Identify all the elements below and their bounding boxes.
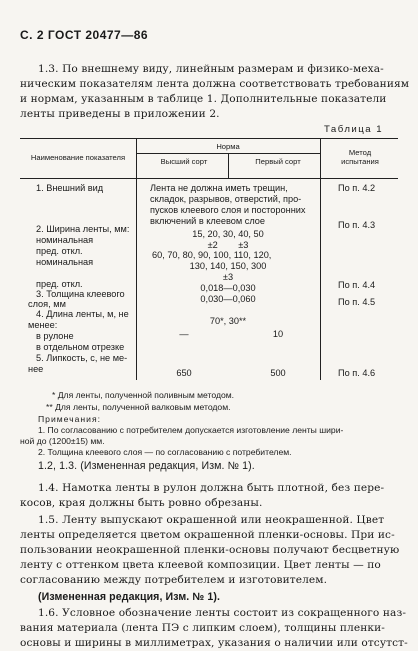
change-note: (Измененная редакция, Изм. № 1).	[38, 591, 221, 603]
row1-text: складок, разрывов, отверстий, про-	[150, 194, 302, 204]
row1-text: Лента не должна иметь трещин,	[150, 183, 288, 193]
table-caption: Таблица 1	[324, 124, 384, 135]
table-rule	[228, 153, 229, 178]
text-line: основы и ширины в миллиметрах, указания о наличии или отсутст-	[20, 637, 408, 649]
footnote: ** Для ленты, полученной валковым методом.	[46, 402, 231, 412]
col-header-top-grade: Высший сорт	[160, 157, 208, 166]
note: 1. По согласованию с потребителем допускается изготовление ленты шири-	[38, 425, 344, 435]
col-header-indicator: Наименование показателя	[30, 153, 126, 162]
row2-name: 2. Ширина ленты, мм:	[36, 224, 130, 234]
row5-name: нее	[28, 364, 44, 374]
text-line: и нормам, указанным в таблице 1. Дополнительные показатели	[20, 93, 387, 105]
row3-name: 3. Толщина клеевого	[36, 289, 125, 299]
text-line: 1.6. Условное обозначение ленты состоит из сокращенного наз-	[38, 607, 407, 619]
text-line: ленты определяется цветом окрашенной пленки-основы. При ис-	[20, 529, 395, 541]
text-line: 1.5. Ленту выпускают окрашенной или неокрашенной. Цвет	[38, 514, 385, 526]
page-header: С. 2 ГОСТ 20477—86	[20, 28, 149, 42]
row1-method: По п. 4.2	[338, 183, 376, 193]
row2-value: 60, 70, 80, 90, 100, 110, 120,	[152, 250, 272, 260]
notes-heading: Примечания:	[38, 414, 102, 424]
text-line: вания материала (лента ПЭ с липким слоем), толщины пленки-	[20, 622, 385, 634]
row4-name: в отдельном отрезке	[36, 342, 125, 352]
text-line: ленты приведены в приложении 2.	[20, 108, 220, 120]
row4-top-value: —	[179, 329, 189, 339]
row2-method: По п. 4.3	[338, 220, 376, 230]
text-line: 1.3. По внешнему виду, линейным размерам и физико-меха-	[38, 63, 384, 75]
row2-name: пред. откл.	[36, 279, 83, 289]
row3-method: По п. 4.4	[338, 280, 376, 290]
row2-name: пред. откл.	[36, 246, 83, 256]
row2-name: номинальная	[36, 235, 94, 245]
row3-value: 0,030—0,060	[200, 294, 256, 304]
row2-value: 130, 140, 150, 300	[189, 261, 267, 271]
row4-name: в рулоне	[36, 331, 74, 341]
row1-text: пусков клеевого слоя и посторонних	[150, 205, 306, 215]
row4-name: 4. Длина ленты, м, не	[36, 309, 129, 319]
note: ной до (1200±15) мм.	[20, 436, 105, 446]
row3-value: 0,018—0,030	[200, 283, 256, 293]
row2-name: номинальная	[36, 257, 94, 267]
row2-value: ±2 ±3	[207, 240, 249, 250]
row4-method: По п. 4.5	[338, 297, 376, 307]
row5-top-value: 650	[176, 368, 192, 378]
row4-first-value: 10	[272, 329, 284, 339]
table-rule	[20, 138, 398, 139]
change-note: 1.2, 1.3. (Измененная редакция, Изм. № 1).	[38, 460, 255, 472]
col-header-method: Метод испытания	[341, 148, 379, 166]
footnote: * Для ленты, полученной поливным методом.	[52, 390, 235, 400]
row4-top-value: 70*, 30**	[209, 316, 247, 326]
col-header-first-grade: Первый сорт	[255, 157, 301, 166]
text-line: согласованию между потребителем и изготовителем.	[20, 574, 328, 586]
row2-value: 15, 20, 30, 40, 50	[192, 229, 264, 239]
row5-name: 5. Липкость, с, не ме-	[36, 353, 128, 363]
text-line: ническим показателям лента должна соответствовать требованиям	[20, 78, 410, 90]
row5-first-value: 500	[270, 368, 286, 378]
row4-name: менее:	[28, 320, 58, 330]
table-rule	[20, 178, 398, 179]
text-line: пользовании неокрашенной пленки-основы получают бесцветную	[20, 544, 400, 556]
table-rule	[320, 138, 321, 380]
text-line: 1.4. Намотка ленты в рулон должна быть плотной, без пере-	[38, 482, 385, 494]
row3-name: слоя, мм	[28, 299, 66, 309]
col-header-norm: Норма	[216, 142, 240, 151]
row1-name: 1. Внешний вид	[36, 183, 104, 193]
note: 2. Толщина клеевого слоя — по согласованию с потребителем.	[38, 447, 292, 457]
table-rule	[136, 138, 137, 380]
row2-value: ±3	[222, 272, 234, 282]
text-line: косов, края должны быть ровно обрезаны.	[20, 497, 263, 509]
row5-method: По п. 4.6	[338, 368, 376, 378]
row1-text: включений в клеевом слое	[150, 216, 266, 226]
text-line: ленту с оттенком цвета клеевой композиции. Цвет ленты — по	[20, 559, 381, 571]
